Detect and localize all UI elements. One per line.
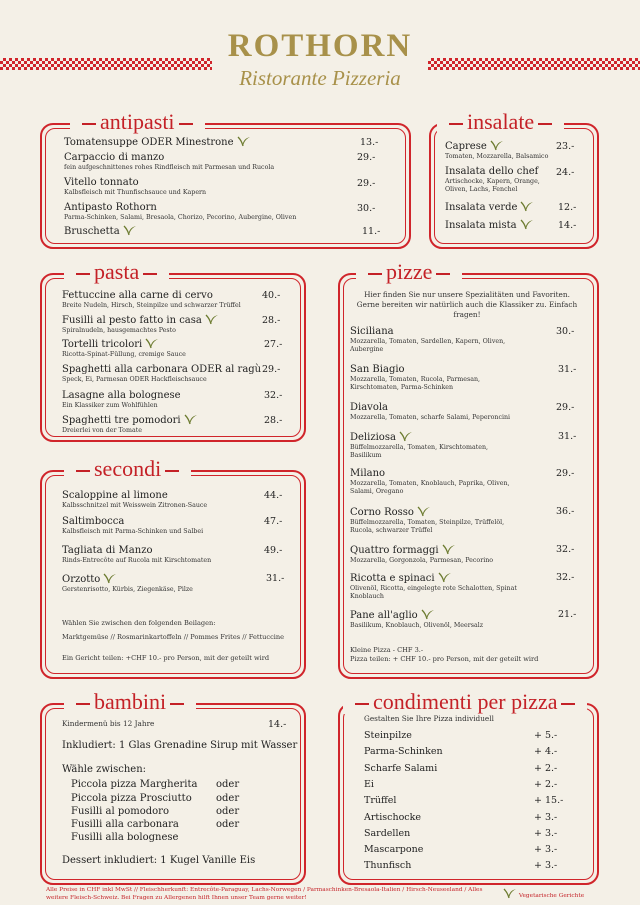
item-price: 14.- bbox=[558, 220, 577, 231]
item-name: Lasagne alla bolognese bbox=[62, 390, 181, 401]
item-price: 29.- bbox=[262, 364, 281, 375]
topping-price: + 4.- bbox=[534, 746, 558, 758]
item-description: Büffelmozzarella, Tomaten, Steinpilze, Trüffelöl, Rucola, schwarzer Trüffel bbox=[350, 519, 505, 534]
item-price: 11.- bbox=[362, 226, 381, 237]
menu-item bbox=[62, 390, 262, 410]
antipasti-title: antipasti bbox=[70, 110, 205, 134]
topping-price: + 3.- bbox=[534, 827, 558, 839]
item-description: Artischocke, Kapern, Orange, Oliven, Lachs, Fenchel bbox=[445, 178, 540, 193]
menu-item bbox=[62, 414, 262, 435]
item-name: San Biagio bbox=[350, 364, 405, 375]
menu-item bbox=[62, 338, 262, 359]
item-description: Büffelmozzarella, Tomaten, Kirschtomaten, Basilikum bbox=[350, 444, 489, 459]
topping-name: Mascarpone bbox=[364, 844, 424, 856]
bambini-choice: Fusilli alla carbonara bbox=[71, 819, 179, 830]
veg-legend-label: Vegetarische Gerichte bbox=[518, 893, 585, 899]
menu-item bbox=[445, 219, 557, 232]
vegetarian-leaf-icon bbox=[399, 431, 413, 442]
item-description: Kalbsfleisch mit Thunfischsauce und Kapern bbox=[64, 189, 207, 196]
item-name: Vitello tonnato bbox=[64, 177, 139, 188]
item-name: Orzotto bbox=[62, 574, 101, 585]
item-name: Antipasto Rothorn bbox=[64, 202, 157, 213]
item-description: Mozzarella, Tomaten, Knoblauch, Paprika, Oliven, Salami, Oregano bbox=[350, 480, 510, 495]
menu-item bbox=[445, 201, 557, 214]
item-price: 40.- bbox=[262, 290, 281, 301]
item-description: Ricotta-Spinat-Füllung, cremige Sauce bbox=[62, 351, 186, 358]
bambini-choice: Fusilli al pomodoro bbox=[71, 806, 169, 817]
topping-name: Steinpilze bbox=[364, 730, 412, 741]
bambini-price: 14.- bbox=[268, 719, 287, 730]
menu-item bbox=[64, 225, 264, 238]
item-price: 13.- bbox=[360, 137, 379, 148]
pizza-share-note: Pizza teilen: + CHF 10.- pro Person, mit der geteilt wird bbox=[350, 655, 539, 663]
item-description: Mozzarella, Tomaten, Rucola, Parmesan, Kirschtomaten, Parma-Schinken bbox=[350, 376, 481, 391]
footer-line-1: Alle Preise in CHF inkl MwSt // Fleischherkunft: Entrecôte-Paraguay, Lachs-Norwegen / Parmaschinken-Bresaola-Italien / Hirsch-Neuseeland / Alles bbox=[46, 887, 483, 893]
topping-name: Scharfe Salami bbox=[364, 762, 438, 774]
menu-item bbox=[62, 314, 262, 335]
item-description: Tomaten, Mozzarella, Balsamico bbox=[445, 153, 549, 160]
menu-item bbox=[64, 136, 334, 149]
pizze-intro: Hier finden Sie nur unsere Spezialitäten und Favoriten. Gerne bereiten wir natürlich auch die Klassiker zu. Einfach fragen! bbox=[356, 290, 578, 319]
item-price: 23.- bbox=[556, 141, 575, 152]
item-name: Milano bbox=[350, 468, 386, 479]
item-name: Fusilli al pesto fatto in casa bbox=[62, 315, 202, 326]
topping-name: Sardellen bbox=[364, 827, 411, 839]
menu-item bbox=[62, 364, 262, 384]
topping-price: + 2.- bbox=[534, 762, 558, 774]
bambini-choice: Fusilli alla bolognese bbox=[71, 832, 179, 843]
item-description: Parma-Schinken, Salami, Bresaola, Chorizo, Pecorino, Aubergine, Oliven bbox=[64, 214, 297, 221]
item-price: 27.- bbox=[264, 339, 283, 350]
item-name: Diavola bbox=[350, 402, 389, 413]
share-note: Ein Gericht teilen: +CHF 10.- pro Person, mit der geteilt wird bbox=[62, 654, 270, 662]
vegetarian-leaf-icon bbox=[103, 573, 117, 584]
item-name: Tomatensuppe ODER Minestrone bbox=[64, 137, 234, 148]
item-price: 32.- bbox=[556, 544, 575, 555]
item-name: Insalata verde bbox=[445, 202, 518, 213]
vegetarian-leaf-icon bbox=[145, 338, 159, 349]
vegetarian-leaf-icon bbox=[438, 572, 452, 583]
item-price: 30.- bbox=[556, 326, 575, 337]
item-name: Deliziosa bbox=[350, 432, 396, 443]
item-price: 29.- bbox=[556, 402, 575, 413]
bambini-included: Inkludiert: 1 Glas Grenadine Sirup mit Wasser bbox=[62, 740, 298, 751]
item-price: 32.- bbox=[264, 390, 283, 401]
vegetarian-leaf-icon bbox=[490, 140, 504, 151]
item-price: 31.- bbox=[558, 364, 577, 375]
item-price: 49.- bbox=[264, 545, 283, 556]
menu-item bbox=[350, 572, 535, 601]
item-name: Bruschetta bbox=[64, 226, 120, 237]
bambini-or: oder bbox=[216, 819, 240, 830]
menu-item bbox=[350, 506, 530, 535]
bambini-or: oder bbox=[216, 779, 240, 790]
item-name: Saltimbocca bbox=[62, 516, 125, 527]
topping-name: Trüffel bbox=[364, 795, 397, 807]
item-description: Breite Nudeln, Hirsch, Steinpilze und schwarzer Trüffel bbox=[62, 302, 241, 309]
vegetarian-leaf-icon bbox=[205, 314, 219, 325]
item-description: Rinds-Entrecôte auf Rucola mit Kirschtomaten bbox=[62, 557, 212, 564]
bambini-or: oder bbox=[216, 806, 240, 817]
topping-name: Ei bbox=[364, 778, 374, 790]
menu-item bbox=[350, 402, 545, 422]
topping-price: + 2.- bbox=[534, 778, 558, 790]
vegetarian-leaf-icon bbox=[520, 219, 534, 230]
item-price: 32.- bbox=[556, 572, 575, 583]
item-description: Spiralnudeln, hausgemachtes Pesto bbox=[62, 327, 176, 334]
item-name: Pane all'aglio bbox=[350, 610, 418, 621]
item-price: 29.- bbox=[357, 178, 376, 189]
footer-note bbox=[46, 886, 486, 902]
item-description: Speck, Ei, Parmesan ODER Hackfleischsauce bbox=[62, 376, 207, 383]
insalate-title: insalate bbox=[437, 110, 564, 134]
item-name: Quattro formaggi bbox=[350, 545, 439, 556]
menu-item bbox=[62, 290, 262, 310]
topping-name: Thunfisch bbox=[364, 860, 412, 872]
item-name: Siciliana bbox=[350, 326, 394, 337]
item-name: Carpaccio di manzo bbox=[64, 152, 165, 163]
bambini-choice: Piccola pizza Prosciutto bbox=[71, 793, 192, 804]
item-description: Mozzarella, Tomaten, Sardellen, Kapern, Oliven, Aubergine bbox=[350, 338, 506, 353]
item-price: 29.- bbox=[556, 468, 575, 479]
menu-item bbox=[350, 609, 535, 630]
topping-price: + 3.- bbox=[534, 860, 558, 872]
item-price: 28.- bbox=[264, 415, 283, 426]
item-description: Kalbsfleisch mit Parma-Schinken und Salbei bbox=[62, 528, 204, 535]
vegetarian-leaf-icon bbox=[184, 414, 198, 425]
item-name: Fettuccine alla carne di cervo bbox=[62, 290, 213, 301]
item-description: Mozzarella, Tomaten, scharfe Salami, Peperoncini bbox=[350, 414, 511, 421]
item-description: Ein Klassiker zum Wohlfühlen bbox=[62, 402, 158, 409]
menu-item bbox=[350, 468, 530, 496]
item-price: 36.- bbox=[556, 506, 575, 517]
item-price: 21.- bbox=[558, 609, 577, 620]
menu-item bbox=[62, 516, 262, 536]
topping-name: Artischocke bbox=[364, 811, 421, 823]
item-description: Dreierlei von der Tomate bbox=[62, 427, 142, 434]
topping-price: + 3.- bbox=[534, 844, 558, 856]
item-description: Kalbsschnitzel mit Weisswein Zitronen-Sauce bbox=[62, 502, 208, 509]
item-description: Basilikum, Knoblauch, Olivenöl, Meersalz bbox=[350, 622, 484, 629]
brand-title: ROTHORN bbox=[227, 28, 413, 64]
item-price: 44.- bbox=[264, 490, 283, 501]
menu-item bbox=[62, 545, 262, 565]
vegetarian-leaf-icon bbox=[503, 888, 517, 899]
item-name: Insalata dello chef bbox=[445, 166, 539, 177]
item-price: 30.- bbox=[357, 203, 376, 214]
item-price: 24.- bbox=[556, 167, 575, 178]
condimenti-intro: Gestalten Sie Ihre Pizza individuell bbox=[364, 714, 494, 723]
pizze-title: pizze bbox=[356, 260, 462, 284]
veg-legend bbox=[500, 888, 584, 900]
vegetarian-leaf-icon bbox=[421, 609, 435, 620]
bambini-dessert: Dessert inkludiert: 1 Kugel Vanille Eis bbox=[62, 855, 256, 866]
menu-item bbox=[62, 573, 262, 594]
menu-item bbox=[350, 326, 525, 354]
vegetarian-leaf-icon bbox=[237, 136, 251, 147]
vegetarian-leaf-icon bbox=[123, 225, 137, 236]
topping-price: + 15.- bbox=[534, 795, 564, 807]
menu-item bbox=[64, 177, 354, 197]
secondi-title: secondi bbox=[64, 457, 191, 481]
menu-item bbox=[350, 544, 540, 565]
topping-price: + 3.- bbox=[534, 811, 558, 823]
sides-intro: Wählen Sie zwischen den folgenden Beilagen: bbox=[62, 619, 216, 627]
item-price: 12.- bbox=[558, 202, 577, 213]
topping-price: + 5.- bbox=[534, 730, 558, 741]
pasta-title: pasta bbox=[64, 260, 169, 284]
topping-name: Parma-Schinken bbox=[364, 746, 443, 758]
sides-list: Marktgemüse // Rosmarinkartoffeln // Pommes Frites // Fettuccine bbox=[62, 633, 285, 641]
item-price: 47.- bbox=[264, 516, 283, 527]
menu-item bbox=[62, 490, 262, 510]
vegetarian-leaf-icon bbox=[417, 506, 431, 517]
bambini-intro: Kindermenü bis 12 Jahre bbox=[62, 719, 155, 728]
menu-item bbox=[64, 202, 354, 222]
bambini-choose: Wähle zwischen: bbox=[62, 764, 147, 775]
item-name: Insalata mista bbox=[445, 220, 517, 231]
item-description: fein aufgeschnittenes rohes Rindfleisch mit Parmesan und Rucola bbox=[64, 164, 275, 171]
bambini-or: oder bbox=[216, 793, 240, 804]
menu-item bbox=[350, 431, 510, 460]
menu-item bbox=[350, 364, 525, 392]
item-name: Scaloppine al limone bbox=[62, 490, 168, 501]
item-name: Tortelli tricolori bbox=[62, 339, 143, 350]
item-name: Tagliata di Manzo bbox=[62, 545, 153, 556]
item-name: Spaghetti tre pomodori bbox=[62, 415, 181, 426]
vegetarian-leaf-icon bbox=[442, 544, 456, 555]
item-description: Mozzarella, Gorgonzola, Parmesan, Pecorino bbox=[350, 557, 494, 564]
item-description: Gerstenrisotto, Kürbis, Ziegenkäse, Pilze bbox=[62, 586, 193, 593]
brand-subtitle: Ristorante Pizzeria bbox=[239, 66, 401, 90]
item-price: 31.- bbox=[558, 431, 577, 442]
item-price: 31.- bbox=[266, 573, 285, 584]
bambini-choice: Piccola pizza Margherita bbox=[71, 779, 198, 790]
vegetarian-leaf-icon bbox=[520, 201, 534, 212]
bambini-title: bambini bbox=[64, 690, 196, 714]
item-description: Olivenöl, Ricotta, eingelegte rote Schalotten, Spinat Knoblauch bbox=[350, 585, 517, 600]
item-price: 29.- bbox=[357, 152, 376, 163]
item-name: Corno Rosso bbox=[350, 507, 414, 518]
menu-item bbox=[64, 152, 354, 172]
footer-line-2: weitere Fleisch-Schweiz. Bei Fragen zu Allergenen hilft Ihnen unser Team gerne weiter! bbox=[46, 895, 307, 901]
item-name: Ricotta e spinaci bbox=[350, 573, 435, 584]
condimenti-title: condimenti per pizza bbox=[343, 690, 587, 714]
item-name: Caprese bbox=[445, 141, 487, 152]
menu-item bbox=[445, 140, 557, 161]
item-name: Spaghetti alla carbonara ODER al ragù bbox=[62, 364, 262, 375]
item-price: 28.- bbox=[262, 315, 281, 326]
small-pizza-note: Kleine Pizza - CHF 3.- bbox=[350, 646, 424, 654]
menu-item bbox=[445, 166, 557, 194]
